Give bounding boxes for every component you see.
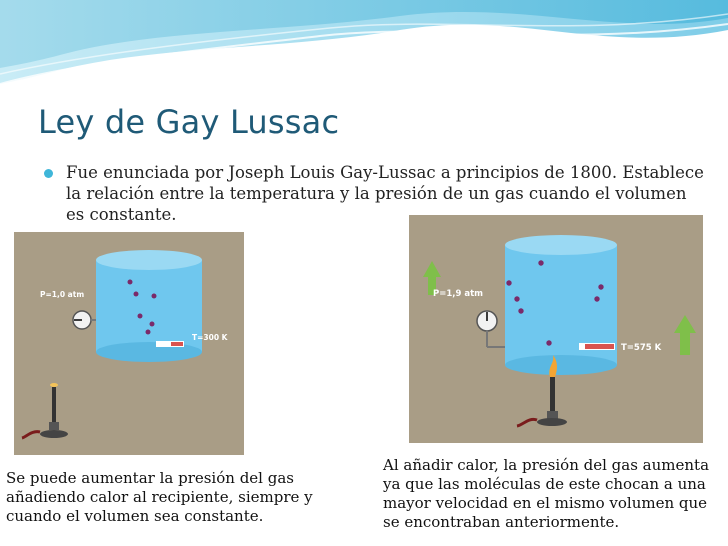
bullet-dot-icon <box>44 169 53 178</box>
right-temperature-label: T=575 K <box>621 343 662 353</box>
left-caption: Se puede aumentar la presión del gas añadiendo calor al recipiente, siempre y cuando el volumen sea constante. <box>6 469 313 525</box>
right-pressure-label: P=1,9 atm <box>433 289 484 299</box>
header-wave-decoration <box>0 0 728 95</box>
right-caption: Al añadir calor, la presión del gas aumenta ya que las moléculas de este chocan a una mayor velocidad en el mismo volumen que se encontraban anteriormente. <box>383 456 710 531</box>
left-pressure-label: P=1,0 atm <box>40 290 85 299</box>
right-illustration <box>409 215 703 443</box>
gas-cylinder-icon <box>96 250 202 362</box>
pressure-gauge-icon <box>73 311 96 329</box>
gas-cylinder-icon <box>505 235 617 375</box>
arrow-up-icon <box>674 315 696 355</box>
bunsen-burner-icon <box>22 383 68 438</box>
left-temperature-label: T=300 K <box>192 333 228 342</box>
pressure-gauge-icon <box>477 311 505 347</box>
left-illustration <box>14 232 244 455</box>
bullet-text: Fue enunciada por Joseph Louis Gay-Lussac a principios de 1800. Establece la relación entre la temperatura y la presión de un gas cuando el volumen es constante. <box>66 163 704 224</box>
slide-title: Ley de Gay Lussac <box>38 103 340 141</box>
